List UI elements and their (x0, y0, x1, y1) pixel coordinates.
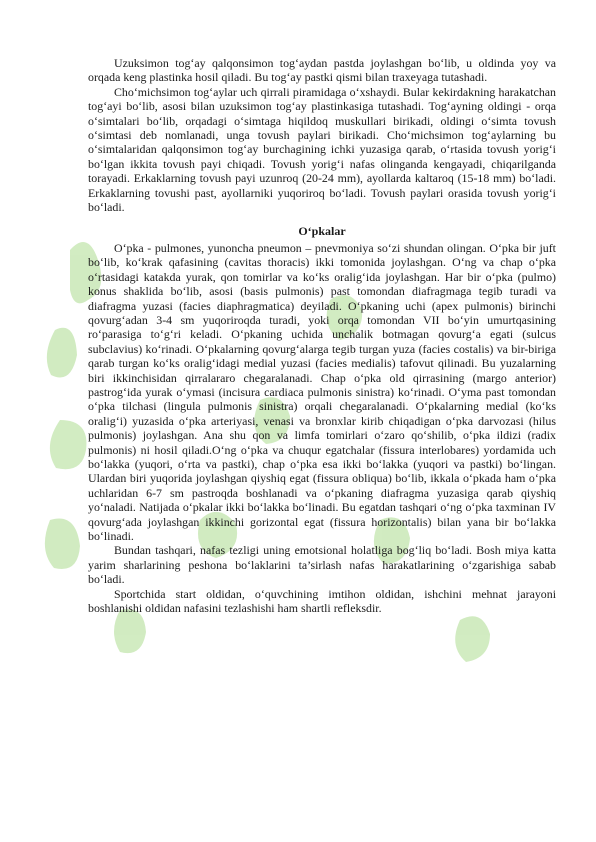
document-page (88, 56, 556, 615)
paragraph-breathing-emotion: Bundan tashqari, nafas tezligi uning emotsional holatliga bog‘liq bo‘ladi. Bosh miya katta yarim sharlarining peshona bo‘laklarini ta’sirlash nafas harakatlarining o‘zgarishiga sabab bo‘ladi. (88, 543, 556, 587)
paragraph-cricoid-cartilage: Uzuksimon tog‘ay qalqonsimon tog‘aydan pastda joylashgan bo‘lib, u oldinda yoy va orqada keng plastinka hosil qiladi. Bu tog‘ay pastki qismi bilan traxeyaga tutashadi. (88, 56, 556, 85)
paragraph-conditioned-reflex: Sportchida start oldidan, o‘quvchining imtihon oldidan, ishchini mehnat jarayoni boshlanishi oldidan nafasini tezlashishi ham shartli refleksdir. (88, 586, 556, 616)
paragraph-arytenoid-cartilages: Cho‘michsimon tog‘aylar uch qirrali piramidaga o‘xshaydi. Bular kekirdakning harakatchan tog‘ayi bo‘lib, asosi bilan uzuksimon tog‘ay plastinkasiga tutashadi. Tog‘ayning oldingi - orqa o‘simtalari bo‘lib, orqadagi o‘simtaga hiqildoq muskullari birikadi, oldingi o‘simta tovush o‘simtasi deb nomlanadi, unga tovush paylari birikadi. Cho‘michsimon tog‘aylarning bu o‘simtalaridan qalqonsimon tog‘ay burchagining ichki yuzasiga qarab, o‘rtasida tovush yorig‘i bo‘lgan ikkita tovush payi chiqadi. Tovush yorig‘i nafas olinganda kengayadi, chiqarilganda torayadi. Erkaklarning tovush payi uzunroq (20-24 mm), ayollarda kaltaroq (15-18 mm) bo‘ladi. Erkaklarning tovushi past, ayollarniki yuqoriroq bo‘ladi. Tovush paylari orasida tovush yorig‘i bo‘ladi. (88, 84, 556, 215)
paragraph-lungs-description: O‘pka - pulmones, yunoncha pneumon – pnevmoniya so‘zi shundan olingan. O‘pka bir juft bo‘lib, ko‘krak qafasining (cavitas thoracis) ikki tomonida joylashgan. O‘ng va chap o‘pka o‘rtasidagi katakda yurak, qon tomirlar va ko‘ks oralig‘ida joylashgan. Har bir o‘pka (pulmo) konus shaklida bo‘lib, asosi (basis pulmonis) past tomondan diafragmaga tegib turadi va diafragma yuzasi (facies diaphragmatica) deyiladi. O‘pkaning uchi (apex pulmonis) birinchi qovurg‘adan 3-4 sm yuqoriroqda turadi, yoki orqa tomondan VII bo‘yin umurtqasining ro‘parasiga to‘g‘ri keladi. O‘pkaning uchida unchalik botmagan qovurg‘a egati (sulcus subclavius) ko‘rinadi. O‘pkalarning qovurg‘alarga tegib turgan yuza (facies costalis) va bir-biriga qarab turgan ko‘ks oralig‘idagi medial yuzasi (facies medialis) tafovut qilinadi. Bu yuzalarning biri ikkinchisidan qirralararo chegaralanadi. Chap o‘pka old qirrasining (margo anterior) pastrog‘ida yurak o‘ymasi (incisura cardiaca pulmonis sinistra) ko‘rinadi. O‘yma past tomondan o‘pka tilchasi (lingula pulmonis sinistra) orqali chegaralanadi. O‘pkalarning medial (ko‘ks oralig‘i) yuzasida o‘pka arteriyasi, venasi va bronxlar kirib chiqadigan o‘pka darvozasi (hilus pulmonis) joylashgan. Ana shu qon va limfa tomirlari o‘zaro qo‘shilib, o‘pka ildizi (radix pulmonis) ni hosil qiladi.O‘ng o‘pka va chuqur egatchalar (fissura interlobares) yordamida uch bo‘lakka (yuqori, o‘rta va pastki), chap o‘pka esa ikki bo‘lakka (yuqori va pastki) bo‘lingan. Ulardan biri yuqorida joylashgan qiyshiq egat (fissura obliqua) bo‘lib, ikkala o‘pkada ham o‘pka uchlaridan 6-7 sm pastroqda boshlanadi va o‘pkaning diafragma yuzasiga qarab qiyshiq yo‘naladi. Natijada o‘pkalar ikki bo‘lakka bo‘linadi. Bu egatdan tashqari o‘ng o‘pka taxminan IV qovurg‘ada joylashgan ikkinchi gorizontal egat (fissura horizontalis) bilan yana bir bo‘lakka bo‘linadi. (88, 240, 556, 543)
section-heading-lungs: O‘pkalar (298, 224, 346, 239)
